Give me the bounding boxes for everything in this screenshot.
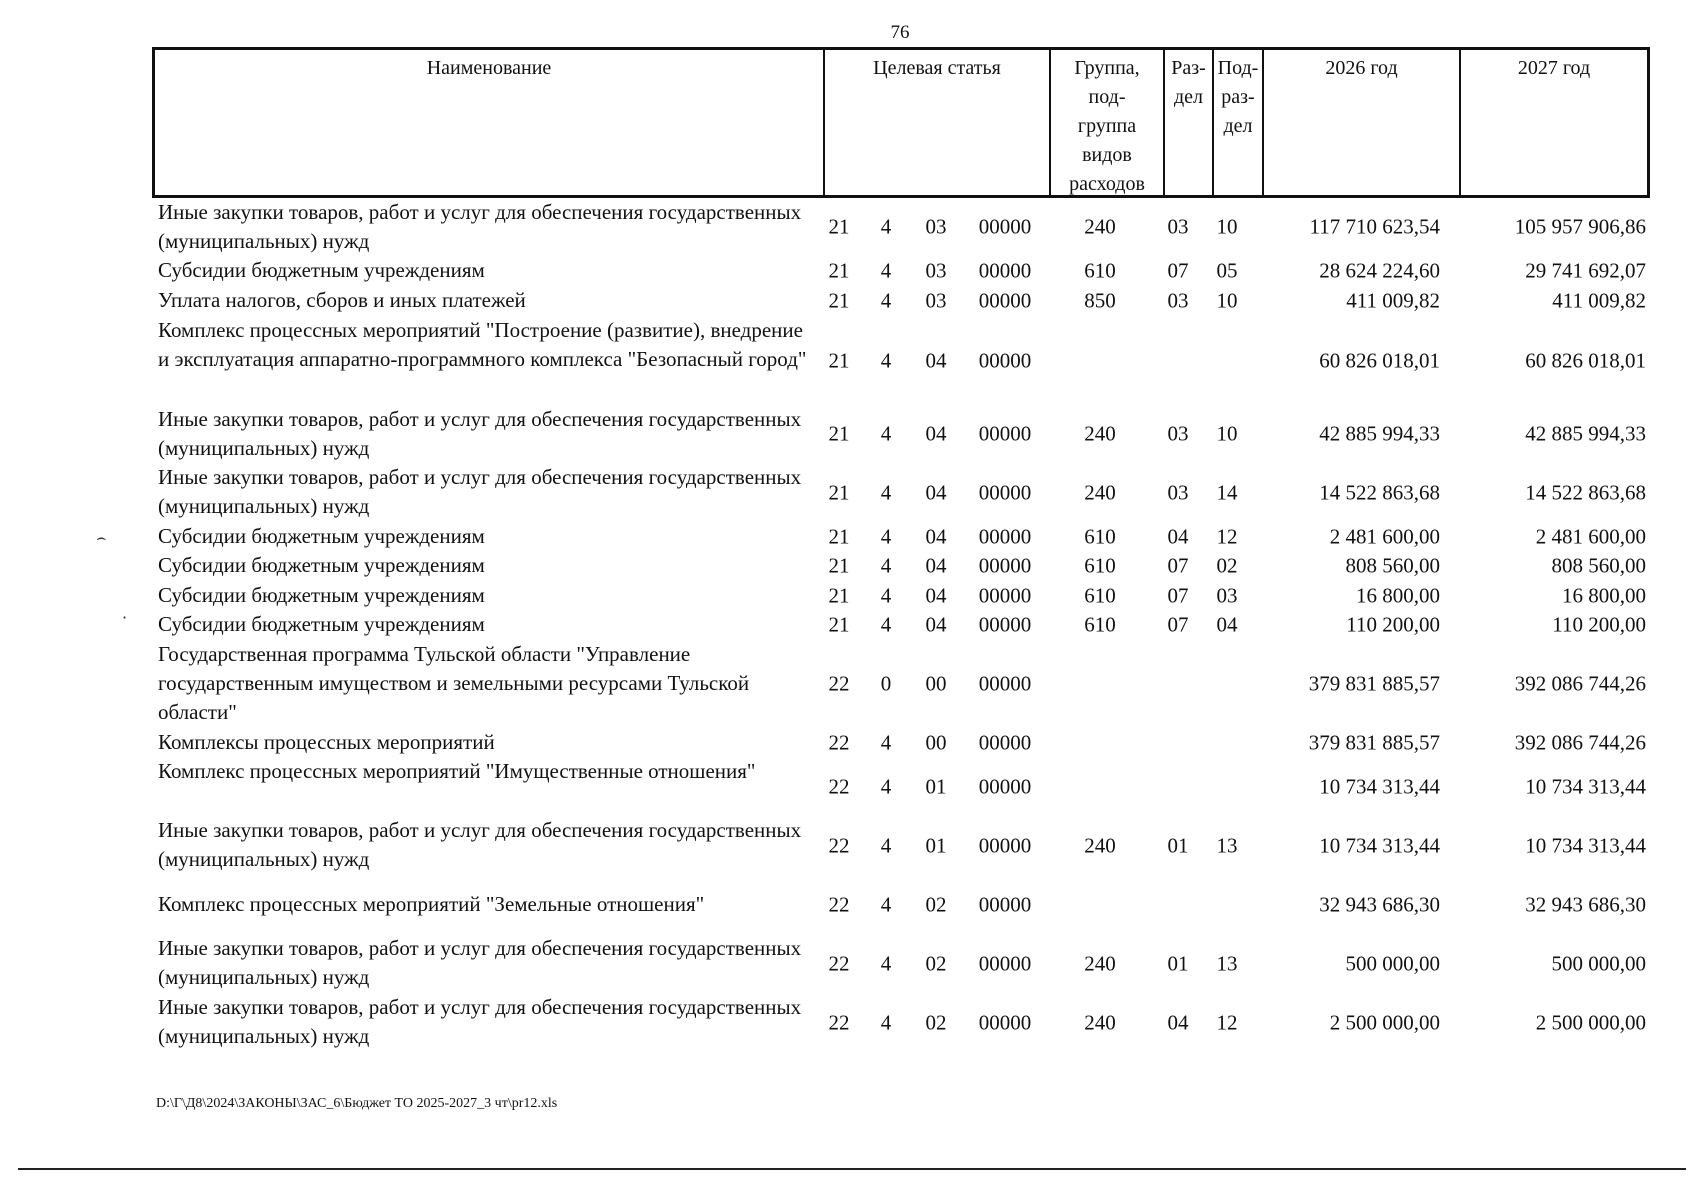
cell-2026: 10 734 313,44 <box>1319 833 1440 857</box>
cell-target-2: 4 <box>880 348 892 372</box>
cell-target-4: 00000 <box>978 421 1032 446</box>
cell-target-4: 00000 <box>978 480 1032 504</box>
table-row <box>152 934 1650 993</box>
cell-target-4: 00000 <box>978 258 1032 283</box>
row-name: Иные закупки товаров, работ и услуг для обеспечения государственных (муниципальных) нужд <box>158 995 802 1048</box>
cell-target-3: 02 <box>925 951 947 975</box>
cell-target-1: 21 <box>828 553 850 578</box>
header-section-line: Раз- <box>1171 57 1206 79</box>
row-name: Иные закупки товаров, работ и услуг для обеспечения государственных (муниципальных) нужд <box>158 407 802 460</box>
cell-group: 240 <box>1084 421 1116 446</box>
cell-section: 03 <box>1167 480 1189 504</box>
table-row <box>152 286 1650 316</box>
cell-target-3: 00 <box>925 671 947 696</box>
cell-subsection: 10 <box>1216 214 1238 239</box>
row-name: Государственная программа Тульской области "Управление государственным имуществом и земельными ресурсами Тульской области" <box>158 642 750 724</box>
row-name: Иные закупки товаров, работ и услуг для обеспечения государственных (муниципальных) нужд <box>158 818 802 871</box>
cell-target-3: 04 <box>925 612 947 637</box>
cell-target-1: 21 <box>828 524 850 548</box>
cell-target-1: 21 <box>828 421 850 446</box>
cell-2026: 379 831 885,57 <box>1308 671 1440 696</box>
file-path: D:\Г\Д8\2024\ЗАКОНЫ\ЗАС_6\Бюджет ТО 2025-2027_3 чт\pr12.xls <box>156 1096 558 1111</box>
table-row <box>152 256 1650 286</box>
cell-target-1: 22 <box>828 774 850 798</box>
cell-2027: 105 957 906,86 <box>1514 214 1646 239</box>
row-name: Субсидии бюджетным учреждениям <box>158 583 485 607</box>
cell-group: 240 <box>1084 833 1116 857</box>
header-subsection-line: дел <box>1223 115 1253 137</box>
cell-target-2: 4 <box>880 258 892 283</box>
cell-subsection: 13 <box>1216 951 1238 975</box>
row-name: Комплекс процессных мероприятий "Земельные отношения" <box>158 892 705 916</box>
cell-target-4: 00000 <box>978 553 1032 578</box>
table-row <box>152 316 1650 405</box>
cell-target-1: 22 <box>828 671 850 696</box>
cell-target-3: 03 <box>925 258 947 283</box>
cell-2026: 14 522 863,68 <box>1319 480 1440 504</box>
header-section-line: дел <box>1173 86 1204 108</box>
cell-target-2: 4 <box>880 833 892 857</box>
cell-2027: 14 522 863,68 <box>1525 480 1646 504</box>
bottom-rule <box>18 1168 1686 1170</box>
cell-2027: 110 200,00 <box>1552 612 1646 637</box>
cell-target-1: 22 <box>828 833 850 857</box>
row-name: Субсидии бюджетным учреждениям <box>158 524 485 548</box>
header-group-line: расходов <box>1069 173 1145 195</box>
cell-target-4: 00000 <box>978 612 1032 637</box>
row-name: Иные закупки товаров, работ и услуг для обеспечения государственных (муниципальных) нужд <box>158 936 802 989</box>
cell-target-3: 00 <box>925 730 947 754</box>
cell-2027: 2 500 000,00 <box>1535 1010 1646 1034</box>
cell-target-3: 01 <box>925 833 947 857</box>
cell-2026: 2 481 600,00 <box>1329 524 1440 548</box>
cell-2026: 60 826 018,01 <box>1319 348 1440 372</box>
header-group-line: видов <box>1082 144 1132 166</box>
cell-target-4: 00000 <box>978 214 1032 239</box>
row-name: Субсидии бюджетным учреждениям <box>158 553 485 577</box>
cell-target-4: 00000 <box>978 1010 1032 1034</box>
cell-section: 03 <box>1167 214 1189 239</box>
cell-target-4: 00000 <box>978 833 1032 857</box>
cell-subsection: 03 <box>1216 583 1238 607</box>
header-group-line: группа <box>1077 115 1137 137</box>
cell-target-1: 21 <box>828 480 850 504</box>
cell-group: 610 <box>1084 524 1116 548</box>
table-row <box>152 728 1650 757</box>
cell-group: 610 <box>1084 612 1116 637</box>
cell-2026: 16 800,00 <box>1356 583 1440 607</box>
cell-section: 07 <box>1167 258 1189 283</box>
cell-subsection: 14 <box>1216 480 1238 504</box>
cell-target-3: 04 <box>925 524 947 548</box>
cell-target-4: 00000 <box>978 671 1032 696</box>
cell-group: 240 <box>1084 951 1116 975</box>
cell-2027: 411 009,82 <box>1552 288 1646 313</box>
header-group-line: Группа, <box>1074 57 1140 79</box>
row-name: Субсидии бюджетным учреждениям <box>158 258 485 282</box>
cell-subsection: 02 <box>1216 553 1238 578</box>
cell-2026: 110 200,00 <box>1346 612 1440 637</box>
cell-subsection: 10 <box>1216 421 1238 446</box>
cell-target-2: 4 <box>880 583 892 607</box>
cell-group: 240 <box>1084 1010 1116 1034</box>
cell-subsection: 05 <box>1216 258 1238 283</box>
cell-2027: 392 086 744,26 <box>1514 671 1646 696</box>
cell-section: 01 <box>1167 951 1189 975</box>
table-row <box>152 640 1650 728</box>
cell-group: 850 <box>1084 288 1116 313</box>
cell-2027: 60 826 018,01 <box>1525 348 1646 372</box>
cell-target-3: 04 <box>925 480 947 504</box>
table-header <box>152 47 1650 198</box>
table-row <box>152 522 1650 551</box>
cell-2026: 10 734 313,44 <box>1319 774 1440 798</box>
cell-target-2: 4 <box>880 480 892 504</box>
cell-target-2: 4 <box>880 553 892 578</box>
cell-group: 240 <box>1084 480 1116 504</box>
cell-target-4: 00000 <box>978 583 1032 607</box>
cell-group: 610 <box>1084 583 1116 607</box>
cell-subsection: 04 <box>1216 612 1238 637</box>
header-name: Наименование <box>155 50 825 195</box>
header-subsection-line: Под- <box>1217 57 1259 79</box>
cell-target-3: 04 <box>925 421 947 446</box>
page-number: 76 <box>890 22 910 43</box>
row-name: Комплекс процессных мероприятий "Имущественные отношения" <box>158 759 756 783</box>
cell-2027: 808 560,00 <box>1551 553 1646 578</box>
cell-subsection: 12 <box>1216 1010 1238 1034</box>
cell-target-4: 00000 <box>978 524 1032 548</box>
cell-section: 07 <box>1167 553 1189 578</box>
cell-subsection: 13 <box>1216 833 1238 857</box>
table-row <box>152 581 1650 610</box>
cell-2026: 28 624 224,60 <box>1319 258 1440 283</box>
cell-subsection: 10 <box>1216 288 1238 313</box>
table-row <box>152 993 1650 1052</box>
cell-target-3: 04 <box>925 583 947 607</box>
cell-target-3: 03 <box>925 214 947 239</box>
cell-2026: 42 885 994,33 <box>1319 421 1440 446</box>
table-row <box>152 610 1650 640</box>
header-year-2027: 2027 год <box>1517 57 1591 79</box>
cell-target-1: 21 <box>828 258 850 283</box>
cell-2026: 808 560,00 <box>1345 553 1440 578</box>
cell-2026: 500 000,00 <box>1345 951 1440 975</box>
cell-target-4: 00000 <box>978 892 1032 916</box>
cell-2026: 2 500 000,00 <box>1329 1010 1440 1034</box>
header-target-article: Целевая статья <box>825 50 1051 195</box>
cell-target-2: 4 <box>880 524 892 548</box>
cell-target-3: 04 <box>925 553 947 578</box>
cell-target-3: 01 <box>925 774 947 798</box>
cell-2026: 411 009,82 <box>1346 288 1440 313</box>
cell-2027: 10 734 313,44 <box>1525 774 1646 798</box>
cell-target-3: 04 <box>925 348 947 372</box>
row-name: Иные закупки товаров, работ и услуг для обеспечения государственных (муниципальных) нужд <box>158 200 802 253</box>
table-row <box>152 198 1650 256</box>
cell-target-2: 4 <box>880 951 892 975</box>
cell-target-1: 21 <box>828 612 850 637</box>
cell-target-2: 4 <box>880 288 892 313</box>
cell-target-1: 22 <box>828 1010 850 1034</box>
row-name: Субсидии бюджетным учреждениям <box>158 612 485 636</box>
row-name: Комплексы процессных мероприятий <box>158 730 495 754</box>
cell-group: 610 <box>1084 258 1116 283</box>
scan-mark: ⌢ <box>96 528 107 547</box>
cell-2026: 32 943 686,30 <box>1319 892 1440 916</box>
cell-2027: 2 481 600,00 <box>1535 524 1646 548</box>
header-subsection <box>1214 50 1264 195</box>
table-row <box>152 816 1650 875</box>
cell-subsection: 12 <box>1216 524 1238 548</box>
cell-target-4: 00000 <box>978 774 1032 798</box>
cell-target-1: 22 <box>828 730 850 754</box>
cell-2027: 42 885 994,33 <box>1525 421 1646 446</box>
cell-target-2: 4 <box>880 730 892 754</box>
scan-mark: · <box>122 608 128 627</box>
cell-target-1: 22 <box>828 951 850 975</box>
cell-target-2: 4 <box>880 612 892 637</box>
cell-section: 07 <box>1167 583 1189 607</box>
cell-2026: 379 831 885,57 <box>1308 730 1440 754</box>
row-name: Уплата налогов, сборов и иных платежей <box>158 288 526 312</box>
cell-target-1: 21 <box>828 348 850 372</box>
cell-2027: 10 734 313,44 <box>1525 833 1646 857</box>
cell-section: 01 <box>1167 833 1189 857</box>
cell-group: 240 <box>1084 214 1116 239</box>
cell-section: 03 <box>1167 288 1189 313</box>
cell-target-3: 02 <box>925 1010 947 1034</box>
cell-target-2: 4 <box>880 774 892 798</box>
cell-target-3: 02 <box>925 892 947 916</box>
cell-target-3: 03 <box>925 288 947 313</box>
cell-2027: 500 000,00 <box>1551 951 1646 975</box>
header-group-line: под- <box>1088 86 1126 108</box>
cell-section: 04 <box>1167 524 1189 548</box>
cell-target-1: 22 <box>828 892 850 916</box>
cell-2027: 32 943 686,30 <box>1525 892 1646 916</box>
table-row <box>152 757 1650 816</box>
table-row <box>152 405 1650 463</box>
cell-section: 07 <box>1167 612 1189 637</box>
cell-section: 04 <box>1167 1010 1189 1034</box>
cell-section: 03 <box>1167 421 1189 446</box>
cell-target-2: 0 <box>880 671 892 696</box>
cell-2026: 117 710 623,54 <box>1309 214 1440 239</box>
row-name: Комплекс процессных мероприятий "Построение (развитие), внедрение и эксплуатация аппаратно-программного комплекса "Безопасный город" <box>158 318 807 371</box>
cell-target-2: 4 <box>880 892 892 916</box>
cell-target-4: 00000 <box>978 730 1032 754</box>
cell-target-4: 00000 <box>978 348 1032 372</box>
cell-target-2: 4 <box>880 214 892 239</box>
row-name: Иные закупки товаров, работ и услуг для обеспечения государственных (муниципальных) нужд <box>158 465 802 518</box>
cell-target-1: 21 <box>828 214 850 239</box>
cell-2027: 16 800,00 <box>1562 583 1646 607</box>
header-expense-group <box>1051 50 1165 195</box>
cell-target-4: 00000 <box>978 951 1032 975</box>
cell-target-1: 21 <box>828 583 850 607</box>
cell-2027: 29 741 692,07 <box>1525 258 1646 283</box>
cell-group: 610 <box>1084 553 1116 578</box>
cell-2027: 392 086 744,26 <box>1514 730 1646 754</box>
table-row <box>152 875 1650 934</box>
cell-target-2: 4 <box>880 1010 892 1034</box>
cell-target-1: 21 <box>828 288 850 313</box>
table-row <box>152 551 1650 581</box>
header-subsection-line: раз- <box>1221 86 1255 108</box>
header-year-2026: 2026 год <box>1264 50 1461 195</box>
table-row <box>152 463 1650 522</box>
cell-target-4: 00000 <box>978 288 1032 313</box>
cell-target-2: 4 <box>880 421 892 446</box>
header-section <box>1165 50 1214 195</box>
